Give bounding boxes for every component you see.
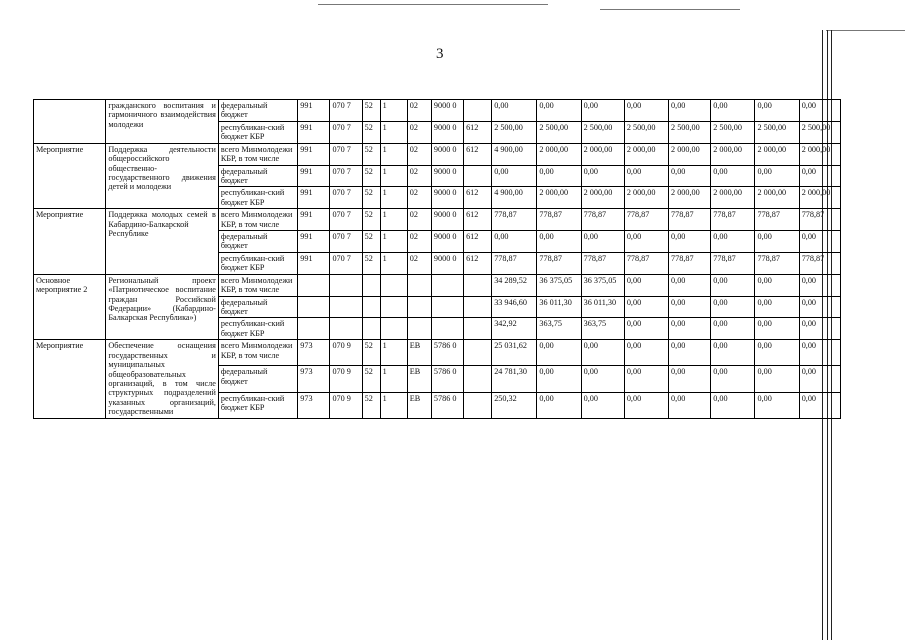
code-cell-c2: 1 (380, 143, 407, 165)
code-cell-c3: 02 (407, 209, 431, 231)
amount-cell: 778,87 (711, 209, 755, 231)
amount-cell: 0,00 (537, 165, 581, 187)
amount-cell: 0,00 (669, 340, 711, 366)
code-cell-c1: 52 (362, 209, 380, 231)
code-cell-vr (464, 392, 492, 418)
code-cell-vr: 612 (464, 187, 492, 209)
event-description-cell: Поддержка деятельности общероссийского общественно-государственного движения детей и молодежи (106, 143, 219, 209)
event-type-cell: Мероприятие (34, 340, 106, 418)
code-cell-vr (464, 296, 492, 318)
code-cell-c4 (431, 274, 463, 296)
code-cell-rz: 070 7 (330, 121, 362, 143)
code-cell-c2: 1 (380, 366, 407, 392)
amount-cell: 2 000,00 (624, 187, 668, 209)
event-type-cell: Основное мероприятие 2 (34, 274, 106, 340)
amount-cell: 2 500,00 (755, 121, 799, 143)
amount-cell: 0,00 (624, 340, 668, 366)
amount-cell: 0,00 (799, 366, 840, 392)
amount-cell: 0,00 (581, 231, 624, 253)
table-row (34, 340, 841, 366)
code-cell-grbs (298, 318, 330, 340)
amount-cell: 2 000,00 (624, 143, 668, 165)
code-cell-rz: 070 9 (330, 340, 362, 366)
code-cell-c2: 1 (380, 209, 407, 231)
code-cell-c1: 52 (362, 187, 380, 209)
code-cell-c3: 02 (407, 165, 431, 187)
event-description-cell: Поддержка молодых семей в Кабардино-Балкарской Республике (106, 209, 219, 275)
amount-cell: 0,00 (624, 100, 668, 122)
code-cell-c4 (431, 296, 463, 318)
code-cell-c1 (362, 296, 380, 318)
amount-cell: 0,00 (799, 392, 840, 418)
code-cell-c3: 02 (407, 121, 431, 143)
code-cell-c3: ЕВ (407, 392, 431, 418)
code-cell-c3: ЕВ (407, 340, 431, 366)
code-cell-grbs (298, 274, 330, 296)
amount-cell: 778,87 (624, 209, 668, 231)
amount-cell: 0,00 (669, 318, 711, 340)
code-cell-grbs: 991 (298, 187, 330, 209)
amount-cell: 778,87 (492, 252, 537, 274)
amount-cell: 0,00 (755, 318, 799, 340)
amount-cell: 0,00 (669, 296, 711, 318)
amount-cell: 2 500,00 (581, 121, 624, 143)
code-cell-vr: 612 (464, 121, 492, 143)
code-cell-c4: 5786 0 (431, 392, 463, 418)
funding-source-cell: республикан-ский бюджет КБР (218, 252, 297, 274)
code-cell-c3: 02 (407, 187, 431, 209)
code-cell-c2: 1 (380, 165, 407, 187)
event-description-cell: Региональный проект «Патриотическое воспитание граждан Российской Федерации» (Кабардино-Балкарская Республика») (106, 274, 219, 340)
code-cell-c1 (362, 274, 380, 296)
code-cell-c1: 52 (362, 392, 380, 418)
amount-cell: 0,00 (711, 296, 755, 318)
amount-cell: 0,00 (755, 231, 799, 253)
code-cell-c1: 52 (362, 143, 380, 165)
amount-cell: 2 000,00 (581, 187, 624, 209)
code-cell-c1: 52 (362, 366, 380, 392)
funding-source-cell: всего Минмолодежи КБР, в том числе (218, 340, 297, 366)
code-cell-c1: 52 (362, 231, 380, 253)
amount-cell: 0,00 (711, 231, 755, 253)
amount-cell: 0,00 (711, 274, 755, 296)
amount-cell: 778,87 (669, 252, 711, 274)
code-cell-vr (464, 340, 492, 366)
code-cell-c1: 52 (362, 340, 380, 366)
amount-cell: 0,00 (492, 231, 537, 253)
amount-cell: 0,00 (492, 165, 537, 187)
amount-cell: 0,00 (581, 100, 624, 122)
amount-cell: 778,87 (581, 252, 624, 274)
code-cell-grbs: 973 (298, 366, 330, 392)
amount-cell: 0,00 (755, 392, 799, 418)
amount-cell: 0,00 (799, 274, 840, 296)
event-type-cell: Мероприятие (34, 209, 106, 275)
amount-cell: 0,00 (537, 392, 581, 418)
code-cell-rz: 070 7 (330, 252, 362, 274)
amount-cell: 0,00 (492, 100, 537, 122)
code-cell-rz: 070 9 (330, 392, 362, 418)
amount-cell: 0,00 (711, 340, 755, 366)
amount-cell: 0,00 (711, 165, 755, 187)
code-cell-c4: 5786 0 (431, 366, 463, 392)
code-cell-c4: 9000 0 (431, 121, 463, 143)
code-cell-vr: 612 (464, 143, 492, 165)
code-cell-c2: 1 (380, 252, 407, 274)
amount-cell: 363,75 (537, 318, 581, 340)
code-cell-c2 (380, 296, 407, 318)
code-cell-grbs: 991 (298, 231, 330, 253)
code-cell-c3: ЕВ (407, 366, 431, 392)
amount-cell: 0,00 (581, 366, 624, 392)
amount-cell: 2 500,00 (624, 121, 668, 143)
amount-cell: 250,32 (492, 392, 537, 418)
amount-cell: 342,92 (492, 318, 537, 340)
code-cell-grbs: 991 (298, 121, 330, 143)
code-cell-rz: 070 9 (330, 366, 362, 392)
scan-header-line (318, 4, 548, 5)
code-cell-rz (330, 318, 362, 340)
amount-cell: 778,87 (624, 252, 668, 274)
funding-source-cell: федеральный бюджет (218, 296, 297, 318)
amount-cell: 2 000,00 (711, 143, 755, 165)
amount-cell: 2 000,00 (755, 143, 799, 165)
event-description-cell: гражданского воспитания и гармоничного взаимодействия молодежи (106, 100, 219, 144)
code-cell-c4: 9000 0 (431, 100, 463, 122)
amount-cell: 0,00 (755, 296, 799, 318)
code-cell-rz: 070 7 (330, 100, 362, 122)
amount-cell: 2 500,00 (711, 121, 755, 143)
table-row (34, 143, 841, 165)
code-cell-c1: 52 (362, 252, 380, 274)
amount-cell: 0,00 (711, 100, 755, 122)
amount-cell: 0,00 (799, 318, 840, 340)
code-cell-rz (330, 296, 362, 318)
funding-source-cell: федеральный бюджет (218, 231, 297, 253)
code-cell-c4 (431, 318, 463, 340)
amount-cell: 0,00 (537, 366, 581, 392)
code-cell-vr: 612 (464, 209, 492, 231)
amount-cell: 2 000,00 (537, 187, 581, 209)
code-cell-c4: 9000 0 (431, 252, 463, 274)
code-cell-c3: 02 (407, 252, 431, 274)
amount-cell: 33 946,60 (492, 296, 537, 318)
amount-cell: 0,00 (711, 392, 755, 418)
code-cell-c4: 9000 0 (431, 209, 463, 231)
amount-cell: 778,87 (799, 252, 840, 274)
funding-source-cell: республикан-ский бюджет КБР (218, 121, 297, 143)
amount-cell: 0,00 (624, 296, 668, 318)
code-cell-c4: 9000 0 (431, 187, 463, 209)
amount-cell: 0,00 (669, 274, 711, 296)
table-row (34, 274, 841, 296)
code-cell-c2: 1 (380, 392, 407, 418)
code-cell-c2: 1 (380, 100, 407, 122)
code-cell-c2 (380, 274, 407, 296)
amount-cell: 2 500,00 (537, 121, 581, 143)
amount-cell: 0,00 (711, 366, 755, 392)
funding-source-cell: федеральный бюджет (218, 100, 297, 122)
amount-cell: 0,00 (581, 340, 624, 366)
code-cell-rz (330, 274, 362, 296)
event-type-cell: Мероприятие (34, 143, 106, 209)
code-cell-c3 (407, 296, 431, 318)
code-cell-grbs: 991 (298, 252, 330, 274)
code-cell-grbs: 973 (298, 340, 330, 366)
amount-cell: 778,87 (669, 209, 711, 231)
amount-cell: 0,00 (799, 340, 840, 366)
amount-cell: 778,87 (492, 209, 537, 231)
amount-cell: 36 011,30 (581, 296, 624, 318)
amount-cell: 24 781,30 (492, 366, 537, 392)
code-cell-c3 (407, 318, 431, 340)
code-cell-vr (464, 165, 492, 187)
amount-cell: 0,00 (624, 165, 668, 187)
amount-cell: 778,87 (537, 252, 581, 274)
funding-source-cell: республикан-ский бюджет КБР (218, 318, 297, 340)
funding-source-cell: республикан-ский бюджет КБР (218, 187, 297, 209)
code-cell-c3: 02 (407, 100, 431, 122)
scan-header-line-far-right (826, 30, 905, 31)
amount-cell: 0,00 (624, 392, 668, 418)
code-cell-vr: 612 (464, 231, 492, 253)
page-number: 3 (436, 46, 444, 62)
amount-cell: 778,87 (799, 209, 840, 231)
amount-cell: 0,00 (799, 296, 840, 318)
code-cell-c2: 1 (380, 187, 407, 209)
amount-cell: 778,87 (581, 209, 624, 231)
code-cell-c4: 9000 0 (431, 165, 463, 187)
amount-cell: 25 031,62 (492, 340, 537, 366)
code-cell-c1: 52 (362, 100, 380, 122)
amount-cell: 2 000,00 (669, 187, 711, 209)
code-cell-c3: 02 (407, 231, 431, 253)
code-cell-c3: 02 (407, 143, 431, 165)
code-cell-rz: 070 7 (330, 143, 362, 165)
table-row (34, 100, 841, 122)
budget-table-body (34, 100, 841, 419)
funding-source-cell: всего Минмолодежи КБР, в том числе (218, 143, 297, 165)
amount-cell: 0,00 (581, 165, 624, 187)
amount-cell: 2 500,00 (799, 121, 840, 143)
code-cell-grbs: 991 (298, 165, 330, 187)
amount-cell: 0,00 (669, 231, 711, 253)
amount-cell: 0,00 (669, 366, 711, 392)
amount-cell: 0,00 (711, 318, 755, 340)
amount-cell: 778,87 (711, 252, 755, 274)
amount-cell: 0,00 (669, 100, 711, 122)
code-cell-vr: 612 (464, 252, 492, 274)
amount-cell: 0,00 (755, 165, 799, 187)
amount-cell: 2 000,00 (581, 143, 624, 165)
amount-cell: 0,00 (624, 366, 668, 392)
amount-cell: 0,00 (755, 274, 799, 296)
code-cell-rz: 070 7 (330, 231, 362, 253)
amount-cell: 36 011,30 (537, 296, 581, 318)
code-cell-c4: 9000 0 (431, 143, 463, 165)
amount-cell: 2 000,00 (711, 187, 755, 209)
amount-cell: 36 375,05 (581, 274, 624, 296)
funding-source-cell: федеральный бюджет (218, 366, 297, 392)
code-cell-c1: 52 (362, 165, 380, 187)
amount-cell: 0,00 (755, 100, 799, 122)
funding-source-cell: федеральный бюджет (218, 165, 297, 187)
code-cell-c1 (362, 318, 380, 340)
code-cell-vr (464, 318, 492, 340)
amount-cell: 0,00 (755, 340, 799, 366)
amount-cell: 2 000,00 (537, 143, 581, 165)
amount-cell: 2 000,00 (799, 143, 840, 165)
amount-cell: 0,00 (581, 392, 624, 418)
amount-cell: 0,00 (799, 231, 840, 253)
code-cell-rz: 070 7 (330, 209, 362, 231)
table-row (34, 209, 841, 231)
amount-cell: 0,00 (537, 231, 581, 253)
amount-cell: 0,00 (624, 231, 668, 253)
amount-cell: 2 000,00 (799, 187, 840, 209)
code-cell-grbs: 991 (298, 209, 330, 231)
code-cell-vr (464, 274, 492, 296)
code-cell-grbs (298, 296, 330, 318)
amount-cell: 34 289,52 (492, 274, 537, 296)
amount-cell: 778,87 (755, 252, 799, 274)
code-cell-grbs: 991 (298, 100, 330, 122)
amount-cell: 0,00 (755, 366, 799, 392)
code-cell-rz: 070 7 (330, 165, 362, 187)
amount-cell: 2 000,00 (755, 187, 799, 209)
code-cell-grbs: 991 (298, 143, 330, 165)
code-cell-vr (464, 100, 492, 122)
amount-cell: 0,00 (799, 100, 840, 122)
code-cell-c2: 1 (380, 121, 407, 143)
code-cell-c4: 9000 0 (431, 231, 463, 253)
amount-cell: 2 500,00 (669, 121, 711, 143)
code-cell-rz: 070 7 (330, 187, 362, 209)
event-type-cell (34, 100, 106, 144)
amount-cell: 363,75 (581, 318, 624, 340)
code-cell-vr (464, 366, 492, 392)
funding-source-cell: республикан-ский бюджет КБР (218, 392, 297, 418)
amount-cell: 0,00 (799, 165, 840, 187)
code-cell-c2: 1 (380, 340, 407, 366)
amount-cell: 0,00 (624, 318, 668, 340)
budget-table (33, 99, 841, 419)
amount-cell: 2 000,00 (669, 143, 711, 165)
amount-cell: 778,87 (537, 209, 581, 231)
funding-source-cell: всего Минмолодежи КБР, в том числе (218, 209, 297, 231)
amount-cell: 4 900,00 (492, 143, 537, 165)
amount-cell: 0,00 (537, 340, 581, 366)
amount-cell: 36 375,05 (537, 274, 581, 296)
code-cell-c3 (407, 274, 431, 296)
event-description-cell: Обеспечение оснащения государственных и муниципальных общеобразовательных организаций, в том числе структурных подразделений указанных организаций, государственными (106, 340, 219, 418)
amount-cell: 0,00 (669, 165, 711, 187)
amount-cell: 2 500,00 (492, 121, 537, 143)
code-cell-c2: 1 (380, 231, 407, 253)
amount-cell: 0,00 (537, 100, 581, 122)
amount-cell: 4 900,00 (492, 187, 537, 209)
funding-source-cell: всего Минмолодежи КБР, в том числе (218, 274, 297, 296)
code-cell-grbs: 973 (298, 392, 330, 418)
amount-cell: 0,00 (669, 392, 711, 418)
code-cell-c4: 5786 0 (431, 340, 463, 366)
code-cell-c1: 52 (362, 121, 380, 143)
amount-cell: 0,00 (624, 274, 668, 296)
scan-header-line-right (600, 9, 740, 10)
code-cell-c2 (380, 318, 407, 340)
amount-cell: 778,87 (755, 209, 799, 231)
